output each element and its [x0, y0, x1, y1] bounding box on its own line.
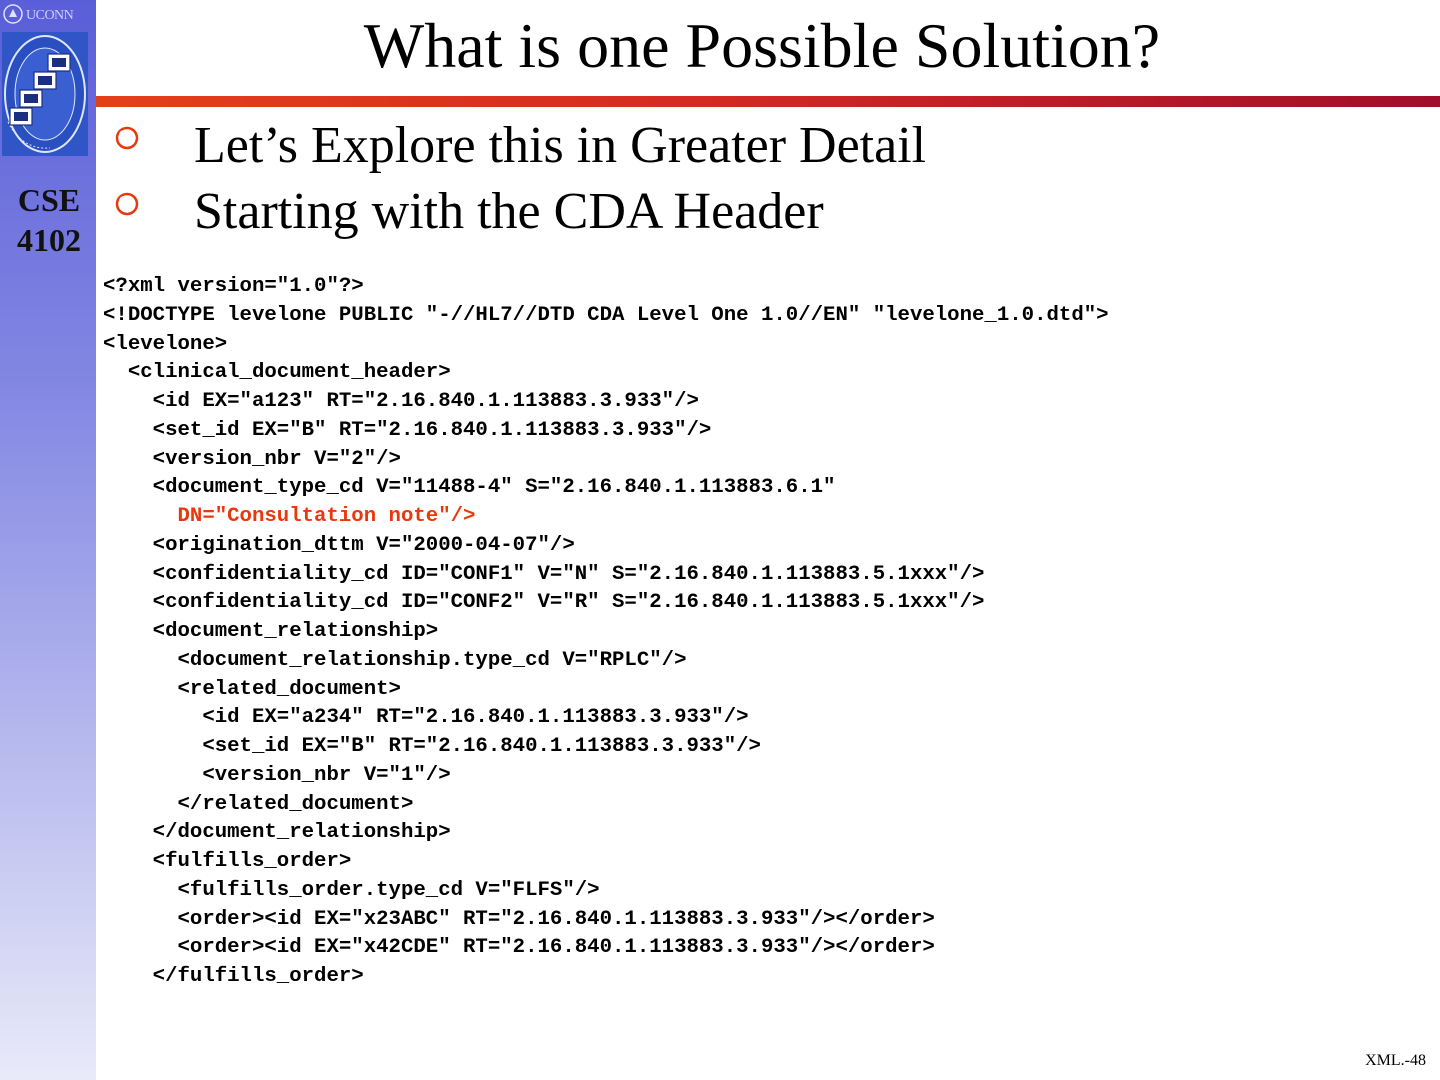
code-line: <order><id EX="x23ABC" RT="2.16.840.1.113883.3.933"/></order> — [103, 907, 935, 931]
bullet-text: Let’s Explore this in Greater Detail — [194, 117, 927, 174]
code-line: <fulfills_order> — [103, 850, 352, 873]
uconn-logo — [2, 3, 94, 27]
code-line: <version_nbr V="1"/> — [103, 763, 451, 787]
code-line: <document_type_cd V="11488-4" S="2.16.840.1.113883.6.1" — [103, 476, 836, 500]
code-line: </related_document> — [103, 792, 414, 816]
code-line: <document_relationship.type_cd V="RPLC"/> — [103, 648, 687, 672]
code-line: <version_nbr V="2"/> — [103, 447, 401, 471]
code-line-highlighted: DN="Consultation note"/> — [103, 505, 476, 528]
title-divider — [96, 96, 1440, 107]
course-code — [0, 180, 98, 260]
code-line: <confidentiality_cd ID="CONF1" V="N" S="2.16.840.1.113883.5.1xxx"/> — [103, 562, 985, 586]
code-line: <id EX="a123" RT="2.16.840.1.113883.3.933"/> — [103, 390, 699, 413]
bullet-text: Starting with the CDA Header — [194, 183, 824, 240]
code-line: <set_id EX="B" RT="2.16.840.1.113883.3.933"/> — [103, 418, 712, 442]
code-line: <!DOCTYPE levelone PUBLIC "-//HL7//DTD CDA Level One 1.0//EN" "levelone_1.0.dtd"> — [103, 303, 1109, 327]
code-line: <levelone> — [103, 332, 228, 356]
code-line: <confidentiality_cd ID="CONF2" V="R" S="2.16.840.1.113883.5.1xxx"/> — [103, 591, 985, 615]
computer-network-seal-icon — [2, 32, 88, 156]
course-prefix: CSE — [17, 182, 81, 218]
code-line: <origination_dttm V="2000-04-07"/> — [103, 533, 575, 557]
slide-title: What is one Possible Solution? — [363, 10, 1161, 81]
code-line: <order><id EX="x42CDE" RT="2.16.840.1.113883.3.933"/></order> — [103, 936, 935, 960]
slide-number: XML.-48 — [1365, 1052, 1426, 1069]
code-line: </document_relationship> — [103, 821, 451, 845]
code-line: <document_relationship> — [103, 620, 439, 643]
uconn-seal-icon — [2, 3, 24, 25]
uconn-label: UCONN — [26, 8, 74, 23]
code-line: <fulfills_order.type_cd V="FLFS"/> — [103, 878, 600, 902]
code-line: </fulfills_order> — [103, 965, 364, 988]
code-line: <set_id EX="B" RT="2.16.840.1.113883.3.933"/> — [103, 735, 761, 758]
code-line: <related_document> — [103, 677, 401, 701]
code-line: <clinical_document_header> — [103, 361, 451, 385]
sidebar — [0, 0, 96, 1080]
xml-code-block — [103, 273, 1433, 992]
code-line: <?xml version="1.0"?> — [103, 275, 364, 298]
hollow-circle-bullet-icon — [114, 191, 140, 217]
course-number: 4102 — [17, 222, 81, 258]
hollow-circle-bullet-icon — [114, 125, 140, 151]
code-line: <id EX="a234" RT="2.16.840.1.113883.3.933"/> — [103, 706, 749, 730]
